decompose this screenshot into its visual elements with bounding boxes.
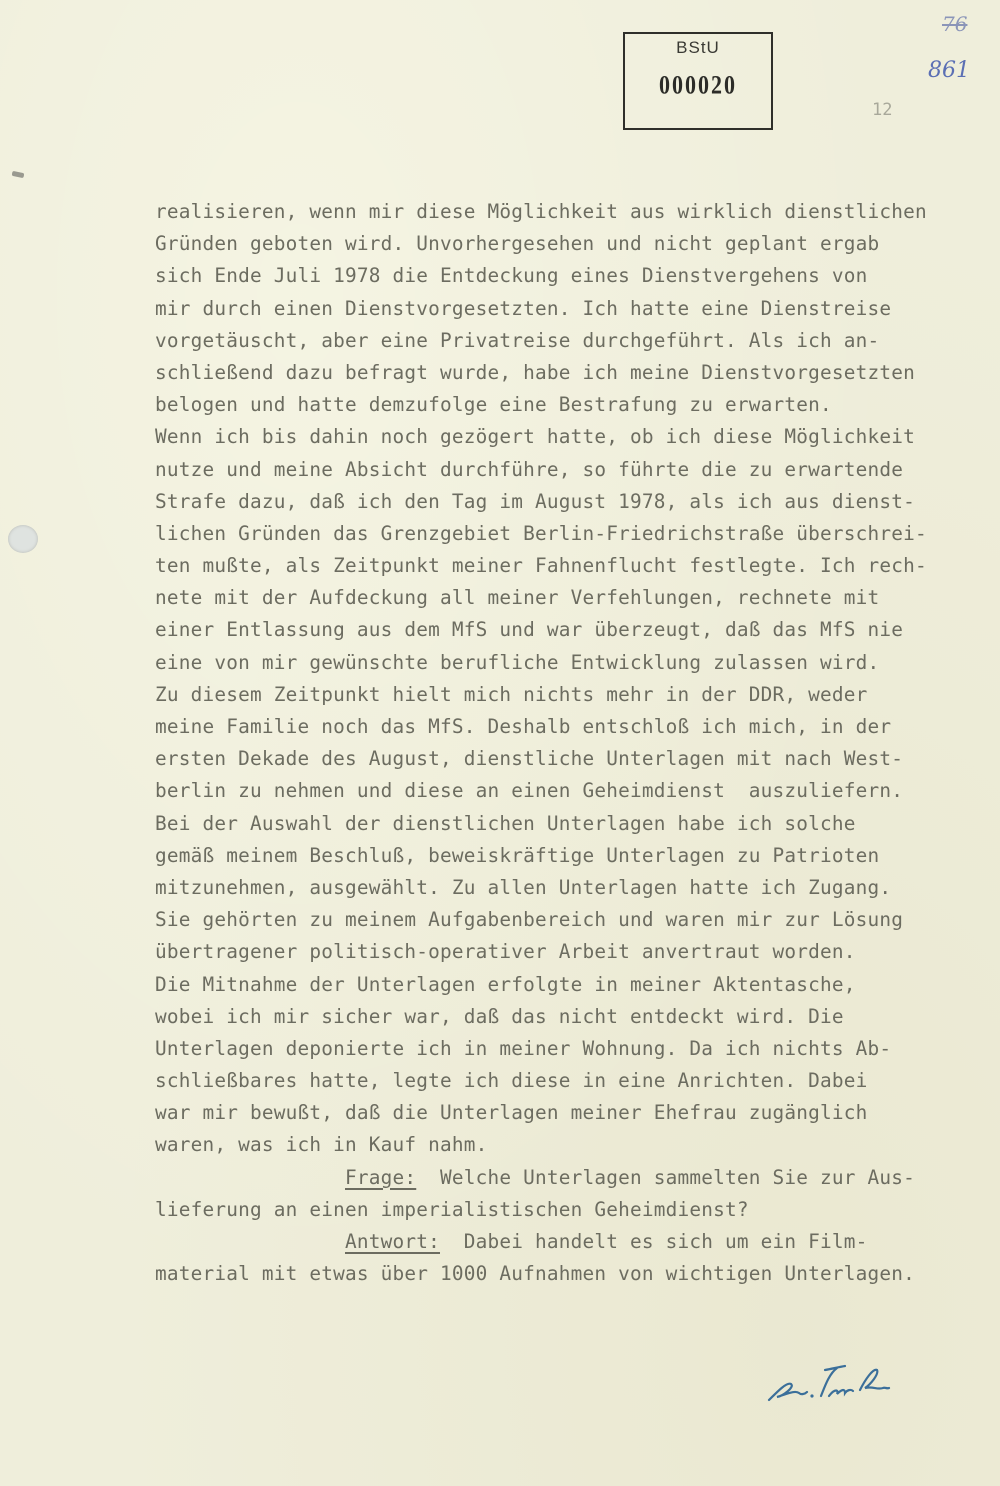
text-line: mitzunehmen, ausgewählt. Zu allen Unterlagen hatte ich Zugang. — [155, 875, 892, 899]
punch-hole — [8, 525, 38, 553]
text-line: mir durch einen Dienstvorgesetzten. Ich hatte eine Dienstreise — [155, 296, 892, 320]
stamp-number: 000020 — [659, 69, 737, 100]
text-line: Zu diesem Zeitpunkt hielt mich nichts mehr in der DDR, weder — [155, 682, 868, 706]
archive-stamp — [623, 32, 773, 130]
text-line: ersten Dekade des August, dienstliche Unterlagen mit nach West- — [155, 747, 904, 771]
text-line: nutze und meine Absicht durchführe, so führte die zu erwartende — [155, 457, 904, 481]
typed-body-text — [155, 196, 1000, 1290]
text-line: schließend dazu befragt wurde, habe ich meine Dienstvorgesetzten — [155, 360, 915, 384]
text-line: wobei ich mir sicher war, daß das nicht entdeckt wird. Die — [155, 1004, 844, 1028]
indent — [155, 1166, 345, 1189]
folio-number: 861 — [928, 58, 970, 83]
stamp-title: BStU — [676, 38, 720, 57]
text-line: Wenn ich bis dahin noch gezögert hatte, ob ich diese Möglichkeit — [155, 425, 915, 449]
text-line: einer Entlassung aus dem MfS und war überzeugt, daß das MfS nie — [155, 618, 904, 642]
answer-text: Dabei handelt es sich um ein Film- — [440, 1230, 868, 1253]
text-line: lichen Gründen das Grenzgebiet Berlin-Friedrichstraße überschrei- — [155, 521, 927, 545]
text-line: waren, was ich in Kauf nahm. — [155, 1133, 488, 1157]
question-line: lieferung an einen imperialistischen Geheimdienst? — [155, 1197, 749, 1221]
text-line: Die Mitnahme der Unterlagen erfolgte in meiner Aktentasche, — [155, 972, 856, 996]
staple-mark — [12, 171, 25, 178]
folio-number-struck: 76 — [942, 12, 968, 36]
text-line: gemäß meinem Beschluß, beweiskräftige Unterlagen zu Patrioten — [155, 843, 880, 867]
answer-line: material mit etwas über 1000 Aufnahmen von wichtigen Unterlagen. — [155, 1262, 915, 1286]
text-line: realisieren, wenn mir diese Möglichkeit aus wirklich dienstlichen — [155, 200, 927, 223]
text-line: nete mit der Aufdeckung all meiner Verfehlungen, rechnete mit — [155, 586, 880, 610]
text-line: ten mußte, als Zeitpunkt meiner Fahnenflucht festlegte. Ich rech- — [155, 554, 927, 578]
text-line: meine Familie noch das MfS. Deshalb entschloß ich mich, in der — [155, 715, 892, 738]
text-line: berlin zu nehmen und diese an einen Geheimdienst auszuliefern. — [155, 779, 904, 803]
text-line: belogen und hatte demzufolge eine Bestrafung zu erwarten. — [155, 393, 832, 417]
text-line: Strafe dazu, daß ich den Tag im August 1978, als ich aus dienst- — [155, 489, 915, 513]
handwritten-signature — [765, 1360, 895, 1405]
indent — [155, 1230, 345, 1253]
question-label: Frage: — [345, 1165, 417, 1189]
text-line: vorgetäuscht, aber eine Privatreise durchgeführt. Als ich an- — [155, 328, 880, 352]
text-line: war mir bewußt, daß die Unterlagen meiner Ehefrau zugänglich — [155, 1101, 868, 1125]
text-line: eine von mir gewünschte berufliche Entwicklung zulassen wird. — [155, 650, 880, 674]
text-line: Gründen geboten wird. Unvorhergesehen und nicht geplant ergab — [155, 232, 880, 256]
question-text: Welche Unterlagen sammelten Sie zur Aus- — [416, 1165, 915, 1189]
question-line — [155, 1162, 1000, 1194]
text-line: sich Ende Juli 1978 die Entdeckung eines Dienstvergehens von — [155, 264, 868, 288]
text-line: Unterlagen deponierte ich in meiner Wohnung. Da ich nichts Ab- — [155, 1036, 892, 1060]
answer-line — [155, 1226, 1000, 1258]
page-number: 12 — [872, 100, 893, 120]
answer-label: Antwort: — [345, 1230, 440, 1253]
text-line: Sie gehörten zu meinem Aufgabenbereich und waren mir zur Lösung — [155, 908, 904, 932]
text-line: schließbares hatte, legte ich diese in eine Anrichten. Dabei — [155, 1069, 868, 1093]
text-line: übertragener politisch-operativer Arbeit anvertraut worden. — [155, 940, 856, 964]
text-line: Bei der Auswahl der dienstlichen Unterlagen habe ich solche — [155, 811, 856, 835]
